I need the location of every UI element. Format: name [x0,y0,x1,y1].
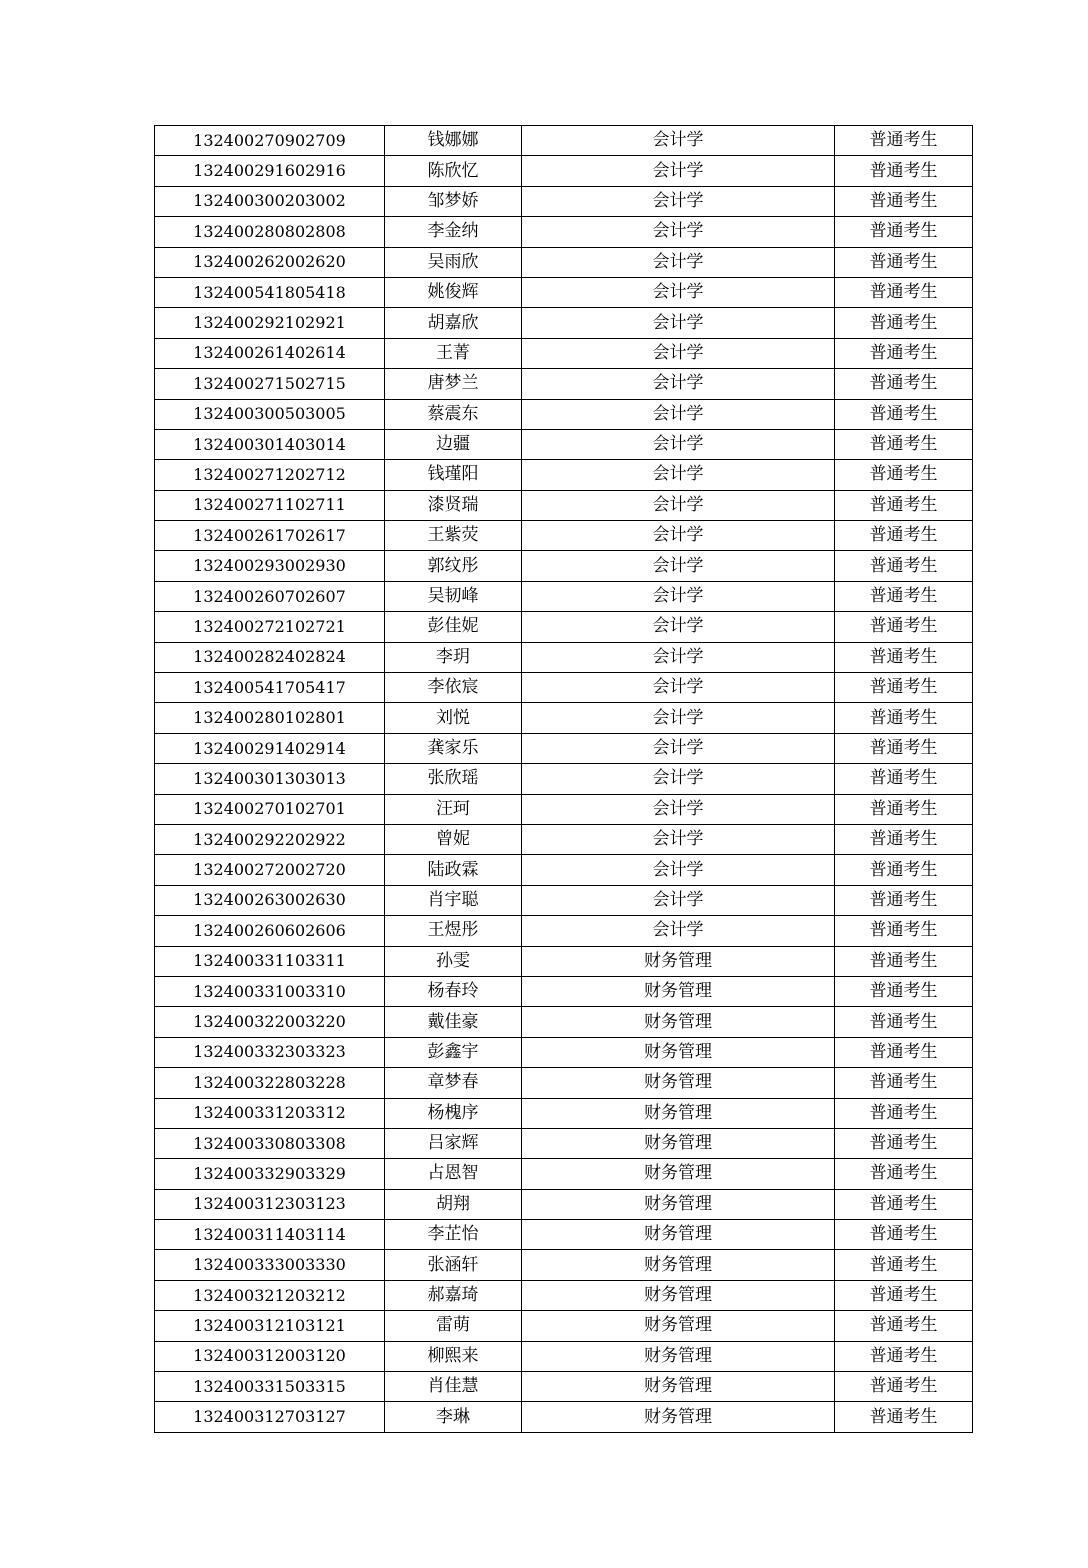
table-row [155,703,973,733]
major-cell: 会计学 [522,642,835,672]
table-row [155,338,973,368]
candidate-name-cell: 杨槐序 [385,1098,522,1128]
major-cell: 财务管理 [522,1372,835,1402]
exam-id-cell: 132400332903329 [155,1159,385,1189]
major-cell: 会计学 [522,581,835,611]
major-cell: 会计学 [522,308,835,338]
candidate-type-cell: 普通考生 [835,277,973,307]
candidate-name-cell: 曾妮 [385,824,522,854]
candidate-type-cell: 普通考生 [835,1220,973,1250]
table-row [155,247,973,277]
table-row [155,217,973,247]
candidate-type-cell: 普通考生 [835,1068,973,1098]
exam-id-cell: 132400312003120 [155,1341,385,1371]
table-row [155,1007,973,1037]
table-row [155,976,973,1006]
candidate-type-cell: 普通考生 [835,673,973,703]
table-row [155,1037,973,1067]
exam-id-cell: 132400541705417 [155,673,385,703]
table-row [155,1220,973,1250]
candidate-type-cell: 普通考生 [835,794,973,824]
candidate-name-cell: 刘悦 [385,703,522,733]
candidate-type-cell: 普通考生 [835,1128,973,1158]
major-cell: 会计学 [522,855,835,885]
major-cell: 会计学 [522,369,835,399]
table-row [155,186,973,216]
major-cell: 会计学 [522,277,835,307]
candidate-name-cell: 吴雨欣 [385,247,522,277]
major-cell: 会计学 [522,885,835,915]
candidate-type-cell: 普通考生 [835,1189,973,1219]
candidate-name-cell: 邹梦娇 [385,186,522,216]
candidate-table-container [154,125,968,1433]
table-row [155,1189,973,1219]
exam-id-cell: 132400312303123 [155,1189,385,1219]
candidate-type-cell: 普通考生 [835,369,973,399]
table-row [155,1128,973,1158]
exam-id-cell: 132400321203212 [155,1280,385,1310]
table-row [155,126,973,156]
candidate-type-cell: 普通考生 [835,1098,973,1128]
candidate-type-cell: 普通考生 [835,551,973,581]
major-cell: 会计学 [522,673,835,703]
major-cell: 会计学 [522,824,835,854]
candidate-type-cell: 普通考生 [835,429,973,459]
major-cell: 财务管理 [522,1159,835,1189]
table-row [155,521,973,551]
candidate-type-cell: 普通考生 [835,885,973,915]
exam-id-cell: 132400272102721 [155,612,385,642]
candidate-name-cell: 陆政霖 [385,855,522,885]
exam-id-cell: 132400280802808 [155,217,385,247]
exam-id-cell: 132400331203312 [155,1098,385,1128]
major-cell: 财务管理 [522,1311,835,1341]
candidate-type-cell: 普通考生 [835,126,973,156]
candidate-name-cell: 张欣瑶 [385,764,522,794]
major-cell: 会计学 [522,399,835,429]
candidate-type-cell: 普通考生 [835,1372,973,1402]
major-cell: 财务管理 [522,1220,835,1250]
candidate-type-cell: 普通考生 [835,733,973,763]
table-row [155,1311,973,1341]
table-row [155,946,973,976]
table-row [155,642,973,672]
table-row [155,277,973,307]
candidate-type-cell: 普通考生 [835,1311,973,1341]
major-cell: 财务管理 [522,1250,835,1280]
table-row [155,308,973,338]
major-cell: 会计学 [522,612,835,642]
candidate-type-cell: 普通考生 [835,642,973,672]
exam-id-cell: 132400271202712 [155,460,385,490]
major-cell: 会计学 [522,521,835,551]
candidate-name-cell: 胡翔 [385,1189,522,1219]
exam-id-cell: 132400331103311 [155,946,385,976]
candidate-name-cell: 李金纳 [385,217,522,247]
major-cell: 会计学 [522,217,835,247]
major-cell: 财务管理 [522,1189,835,1219]
exam-id-cell: 132400312103121 [155,1311,385,1341]
exam-id-cell: 132400331503315 [155,1372,385,1402]
major-cell: 会计学 [522,764,835,794]
major-cell: 会计学 [522,126,835,156]
candidate-name-cell: 漆贤瑞 [385,490,522,520]
exam-id-cell: 132400292202922 [155,824,385,854]
candidate-type-cell: 普通考生 [835,308,973,338]
candidate-type-cell: 普通考生 [835,460,973,490]
major-cell: 财务管理 [522,1068,835,1098]
major-cell: 会计学 [522,794,835,824]
exam-id-cell: 132400312703127 [155,1402,385,1432]
candidate-type-cell: 普通考生 [835,1007,973,1037]
candidate-name-cell: 钱瑾阳 [385,460,522,490]
major-cell: 财务管理 [522,946,835,976]
candidate-type-cell: 普通考生 [835,1280,973,1310]
candidate-type-cell: 普通考生 [835,1037,973,1067]
table-row [155,855,973,885]
major-cell: 财务管理 [522,1037,835,1067]
exam-id-cell: 132400541805418 [155,277,385,307]
candidate-name-cell: 陈欣忆 [385,156,522,186]
exam-id-cell: 132400331003310 [155,976,385,1006]
candidate-name-cell: 姚俊辉 [385,277,522,307]
candidate-type-cell: 普通考生 [835,217,973,247]
exam-id-cell: 132400270102701 [155,794,385,824]
candidate-type-cell: 普通考生 [835,1402,973,1432]
candidate-name-cell: 李琳 [385,1402,522,1432]
exam-id-cell: 132400292102921 [155,308,385,338]
major-cell: 会计学 [522,703,835,733]
exam-id-cell: 132400261702617 [155,521,385,551]
table-row [155,612,973,642]
table-row [155,551,973,581]
table-row [155,764,973,794]
exam-id-cell: 132400280102801 [155,703,385,733]
candidate-type-cell: 普通考生 [835,186,973,216]
candidate-name-cell: 边疆 [385,429,522,459]
candidate-name-cell: 肖宇聪 [385,885,522,915]
exam-id-cell: 132400330803308 [155,1128,385,1158]
major-cell: 财务管理 [522,976,835,1006]
exam-id-cell: 132400332303323 [155,1037,385,1067]
candidate-type-cell: 普通考生 [835,916,973,946]
table-row [155,1068,973,1098]
table-row [155,1098,973,1128]
candidate-name-cell: 胡嘉欣 [385,308,522,338]
major-cell: 会计学 [522,186,835,216]
candidate-type-cell: 普通考生 [835,247,973,277]
table-row [155,1341,973,1371]
candidate-name-cell: 李芷怡 [385,1220,522,1250]
exam-id-cell: 132400261402614 [155,338,385,368]
exam-id-cell: 132400301403014 [155,429,385,459]
exam-id-cell: 132400291602916 [155,156,385,186]
candidate-table-body [155,126,973,1433]
candidate-name-cell: 龚家乐 [385,733,522,763]
candidate-name-cell: 杨春玲 [385,976,522,1006]
table-row [155,824,973,854]
candidate-type-cell: 普通考生 [835,521,973,551]
candidate-name-cell: 郭纹彤 [385,551,522,581]
major-cell: 会计学 [522,733,835,763]
candidate-name-cell: 孙雯 [385,946,522,976]
candidate-table [154,125,973,1433]
candidate-name-cell: 李玥 [385,642,522,672]
exam-id-cell: 132400271102711 [155,490,385,520]
candidate-name-cell: 张涵轩 [385,1250,522,1280]
exam-id-cell: 132400270902709 [155,126,385,156]
candidate-type-cell: 普通考生 [835,855,973,885]
candidate-type-cell: 普通考生 [835,490,973,520]
table-row [155,490,973,520]
candidate-type-cell: 普通考生 [835,156,973,186]
exam-id-cell: 132400263002630 [155,885,385,915]
exam-id-cell: 132400322003220 [155,1007,385,1037]
table-row [155,1280,973,1310]
table-row [155,1402,973,1432]
candidate-name-cell: 王紫荧 [385,521,522,551]
exam-id-cell: 132400293002930 [155,551,385,581]
exam-id-cell: 132400301303013 [155,764,385,794]
major-cell: 会计学 [522,916,835,946]
candidate-name-cell: 吴韧峰 [385,581,522,611]
major-cell: 财务管理 [522,1402,835,1432]
candidate-type-cell: 普通考生 [835,581,973,611]
candidate-type-cell: 普通考生 [835,976,973,1006]
candidate-name-cell: 蔡震东 [385,399,522,429]
exam-id-cell: 132400322803228 [155,1068,385,1098]
candidate-name-cell: 彭佳妮 [385,612,522,642]
exam-id-cell: 132400272002720 [155,855,385,885]
candidate-name-cell: 章梦春 [385,1068,522,1098]
candidate-name-cell: 吕家辉 [385,1128,522,1158]
major-cell: 会计学 [522,156,835,186]
candidate-type-cell: 普通考生 [835,1250,973,1280]
candidate-name-cell: 郝嘉琦 [385,1280,522,1310]
table-row [155,733,973,763]
table-row [155,399,973,429]
major-cell: 会计学 [522,551,835,581]
exam-id-cell: 132400260702607 [155,581,385,611]
exam-id-cell: 132400282402824 [155,642,385,672]
candidate-type-cell: 普通考生 [835,703,973,733]
candidate-name-cell: 钱娜娜 [385,126,522,156]
exam-id-cell: 132400291402914 [155,733,385,763]
candidate-name-cell: 王煜彤 [385,916,522,946]
exam-id-cell: 132400300503005 [155,399,385,429]
table-row [155,581,973,611]
candidate-type-cell: 普通考生 [835,764,973,794]
candidate-type-cell: 普通考生 [835,1341,973,1371]
table-row [155,794,973,824]
candidate-name-cell: 柳熙来 [385,1341,522,1371]
candidate-name-cell: 彭鑫宇 [385,1037,522,1067]
candidate-name-cell: 戴佳豪 [385,1007,522,1037]
major-cell: 会计学 [522,247,835,277]
candidate-type-cell: 普通考生 [835,612,973,642]
major-cell: 财务管理 [522,1280,835,1310]
exam-id-cell: 132400333003330 [155,1250,385,1280]
table-row [155,369,973,399]
candidate-name-cell: 唐梦兰 [385,369,522,399]
major-cell: 财务管理 [522,1007,835,1037]
table-row [155,460,973,490]
candidate-name-cell: 肖佳慧 [385,1372,522,1402]
major-cell: 会计学 [522,490,835,520]
exam-id-cell: 132400271502715 [155,369,385,399]
major-cell: 会计学 [522,429,835,459]
candidate-type-cell: 普通考生 [835,1159,973,1189]
candidate-type-cell: 普通考生 [835,338,973,368]
candidate-name-cell: 汪珂 [385,794,522,824]
exam-id-cell: 132400260602606 [155,916,385,946]
major-cell: 会计学 [522,338,835,368]
candidate-type-cell: 普通考生 [835,399,973,429]
table-row [155,156,973,186]
major-cell: 财务管理 [522,1128,835,1158]
major-cell: 财务管理 [522,1341,835,1371]
table-row [155,1250,973,1280]
candidate-name-cell: 王菁 [385,338,522,368]
candidate-name-cell: 占恩智 [385,1159,522,1189]
candidate-type-cell: 普通考生 [835,824,973,854]
table-row [155,1372,973,1402]
candidate-name-cell: 李依宸 [385,673,522,703]
table-row [155,673,973,703]
table-row [155,429,973,459]
table-row [155,1159,973,1189]
major-cell: 财务管理 [522,1098,835,1128]
candidate-type-cell: 普通考生 [835,946,973,976]
exam-id-cell: 132400300203002 [155,186,385,216]
table-row [155,885,973,915]
exam-id-cell: 132400262002620 [155,247,385,277]
exam-id-cell: 132400311403114 [155,1220,385,1250]
candidate-name-cell: 雷萌 [385,1311,522,1341]
table-row [155,916,973,946]
major-cell: 会计学 [522,460,835,490]
